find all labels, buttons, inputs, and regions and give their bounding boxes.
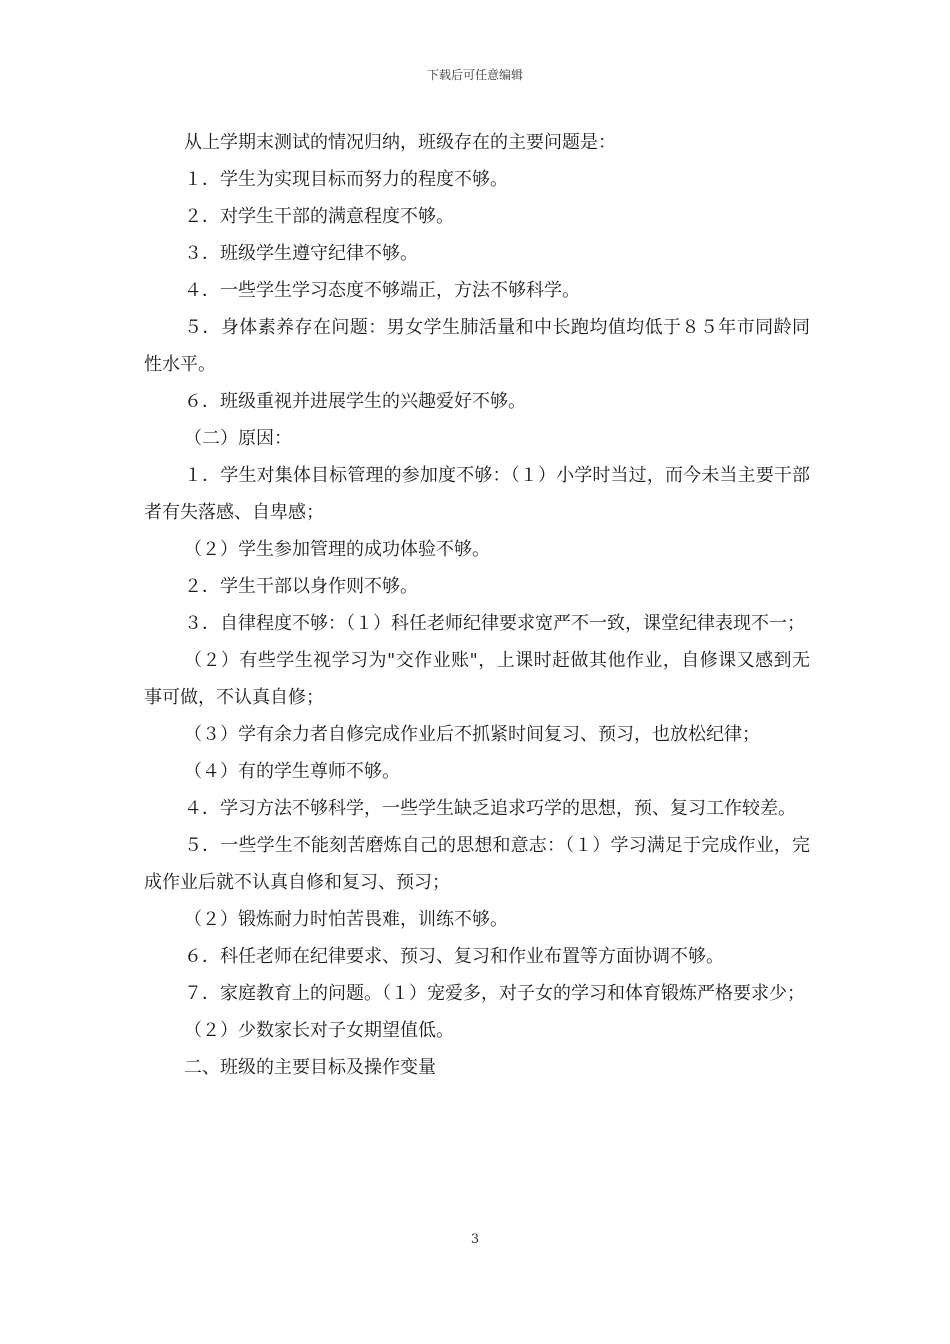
- paragraph: １．学生对集体目标管理的参加度不够：（１）小学时当过，而今未当主要干部者有失落感、自卑感；: [144, 465, 810, 523]
- page-number: 3: [470, 1232, 480, 1247]
- paragraph: ２．学生干部以身作则不够。: [184, 576, 418, 597]
- paragraph: １．学生为实现目标而努力的程度不够。: [184, 169, 508, 190]
- paragraph: ４．学习方法不够科学，一些学生缺乏追求巧学的思想，预、复习工作较差。: [184, 798, 796, 819]
- paragraph: （２）有些学生视学习为"交作业账"，上课时赶做其他作业，自修课又感到无事可做，不认真自修；: [144, 650, 810, 708]
- paragraph: ６．班级重视并进展学生的兴趣爱好不够。: [184, 391, 526, 412]
- paragraph: ３．自律程度不够：（１）科任老师纪律要求宽严不一致，课堂纪律表现不一；: [184, 613, 805, 634]
- paragraph: ２．对学生干部的满意程度不够。: [184, 206, 454, 227]
- paragraph: （２）锻炼耐力时怕苦畏难，训练不够。: [184, 909, 508, 930]
- paragraph: ３．班级学生遵守纪律不够。: [184, 243, 418, 264]
- paragraph: （４）有的学生尊师不够。: [184, 761, 400, 782]
- paragraph: （２）少数家长对子女期望值低。: [184, 1020, 454, 1041]
- paragraph: ７．家庭教育上的问题。（１）宠爱多，对子女的学习和体育锻炼严格要求少；: [184, 983, 805, 1004]
- paragraph: ５．身体素养存在问题：男女学生肺活量和中长跑均值均低于８５年市同龄同性水平。: [144, 317, 810, 375]
- page-header: 下载后可任意编辑: [426, 68, 523, 82]
- paragraph: ６．科任老师在纪律要求、预习、复习和作业布置等方面协调不够。: [184, 946, 724, 967]
- paragraph: ５．一些学生不能刻苦磨炼自己的思想和意志：（１）学习满足于完成作业，完成作业后就不认真自修和复习、预习；: [144, 835, 810, 893]
- section-heading: 二、班级的主要目标及操作变量: [184, 1057, 436, 1078]
- paragraph: （２）学生参加管理的成功体验不够。: [184, 539, 490, 560]
- paragraph: ４．一些学生学习态度不够端正，方法不够科学。: [184, 280, 580, 301]
- paragraph: 从上学期末测试的情况归纳，班级存在的主要问题是：: [184, 132, 616, 153]
- paragraph: （３）学有余力者自修完成作业后不抓紧时间复习、预习，也放松纪律；: [184, 724, 760, 745]
- document-body: [144, 124, 810, 1086]
- paragraph: （二）原因：: [184, 428, 292, 449]
